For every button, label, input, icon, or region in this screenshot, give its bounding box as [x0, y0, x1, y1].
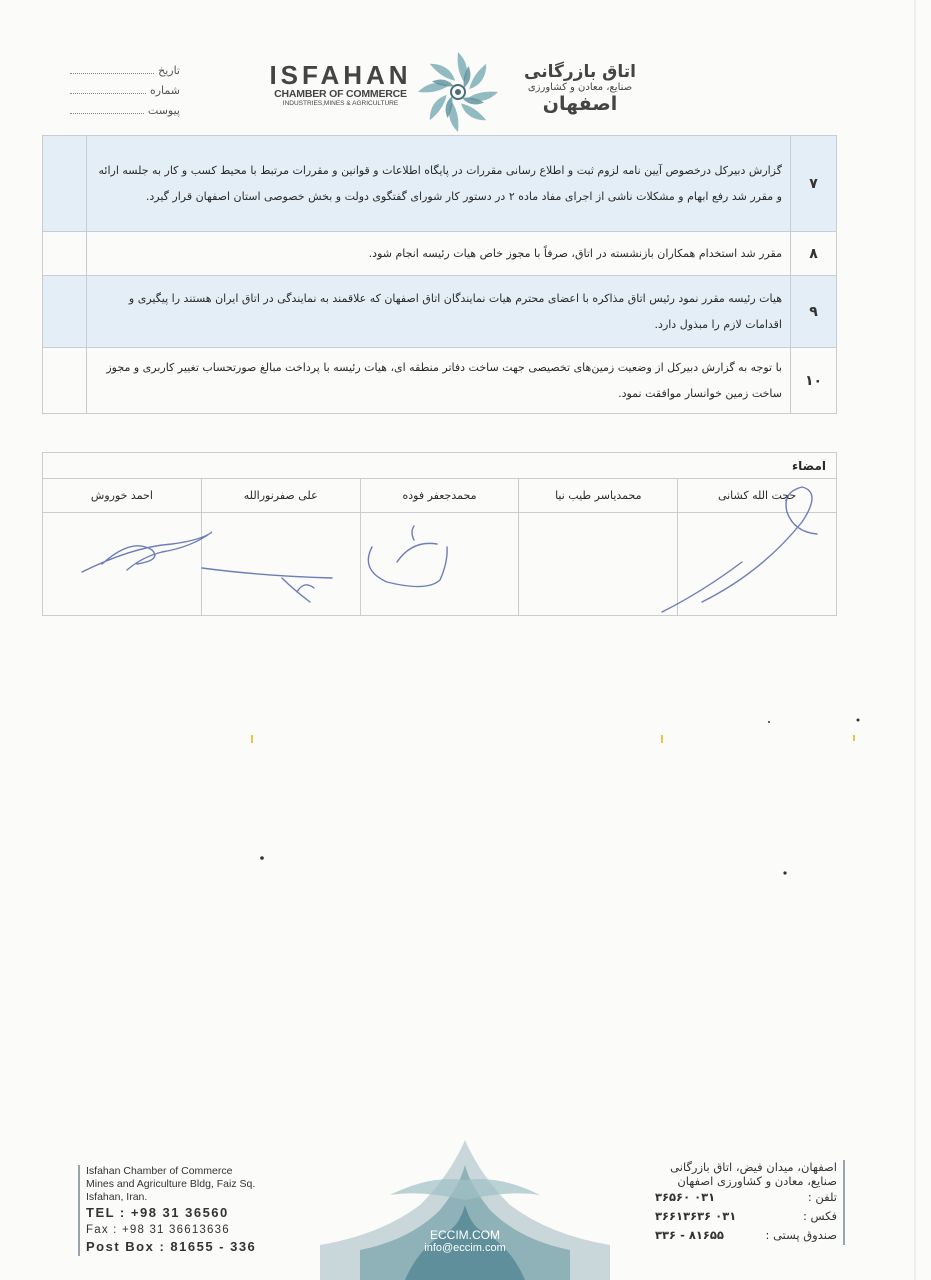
signature-box [360, 513, 519, 615]
footer-fa-fax-value: ۰۳۱ ۳۶۶۱۳۶۳۶ [655, 1209, 737, 1223]
date-dots [70, 66, 154, 74]
resolution-row [43, 348, 837, 414]
signatory-name: حجت الله کشانی [677, 479, 836, 512]
footer-fa-pobox-label: صندوق پستی : [765, 1228, 837, 1242]
chamber-emblem-icon [414, 48, 502, 136]
footer-en-tel: TEL : +98 31 36560 [86, 1205, 229, 1220]
signature-box [518, 513, 677, 615]
logo-fa-line3: اصفهان [542, 93, 618, 115]
footer-fa-pobox [655, 1226, 837, 1245]
signatory-name: محمدجعفر فوده [360, 479, 519, 512]
attachment-label: پیوست [147, 103, 180, 117]
date-label: تاریخ [158, 63, 180, 77]
footer-fa-pobox-value: ۸۱۶۵۵ - ۳۳۶ [655, 1228, 724, 1242]
footer-fa-line2: صنایع، معادن و کشاورزی اصفهان [677, 1174, 837, 1188]
footer-fa-tel-label: تلفن : [807, 1190, 837, 1204]
resolution-empty-cell [43, 136, 87, 232]
resolutions-table [42, 135, 837, 414]
logo-fa-line1: اتاق بازرگانی [524, 62, 636, 82]
resolution-row [43, 232, 837, 276]
signatory-name: محمدیاسر طیب نیا [518, 479, 677, 512]
date-field [70, 60, 180, 80]
letter-meta [70, 60, 180, 120]
footer-en-fax: Fax : +98 31 36613636 [86, 1224, 230, 1236]
footer-en-line3: Isfahan, Iran. [86, 1191, 148, 1203]
attachment-field [70, 100, 180, 120]
signature-box [677, 513, 836, 615]
resolution-text: گزارش دبیرکل درخصوص آیین نامه لزوم ثبت و اطلاع رسانی مقررات در پایگاه اطلاعات و قوانین و مقررات مرتبط با محیط کسب و کار به جلسه ارائه و مقرر شد رفع ابهام و مشکلات ناشی از اجرای مفاد ماده ۲ در دستور کار شورای گفتگوی دولت و بخش خصوصی استان اصفهان قرار گیرد. [87, 136, 791, 232]
logo-en-line2: CHAMBER OF COMMERCE [274, 88, 407, 100]
logo-persian [505, 62, 655, 115]
footer-fa-line1: اصفهان، میدان فیض، اتاق بازرگانی [670, 1160, 837, 1174]
footer-persian [655, 1160, 845, 1245]
number-field [70, 80, 180, 100]
resolution-text: با توجه به گزارش دبیرکل از وضعیت زمین‌های تخصیصی جهت ساخت دفاتر منطقه ای، هیات رئیسه با پرداخت مبالغ صورتحساب تغییر کاربری و مجوز ساخت زمین خوانسار موافقت نمود. [87, 348, 791, 414]
footer-fa-tel [655, 1188, 837, 1207]
footer-english [78, 1165, 263, 1256]
footer-fa-tel-value: ۰۳۱ ۳۶۵۶۰ [655, 1190, 716, 1204]
attachment-dots [70, 106, 144, 114]
resolution-row [43, 136, 837, 232]
footer-website[interactable]: ECCIM.COM [430, 1228, 500, 1242]
signatory-name: احمد خوروش [90, 489, 153, 502]
resolution-text: مقرر شد استخدام همکاران بازنشسته در اتاق، صرفاً با مجوز خاص هیات رئیسه انجام شود. [87, 232, 791, 276]
footer-email[interactable]: info@eccim.com [424, 1242, 506, 1254]
resolution-number: ۸ [791, 232, 837, 276]
signature-box [201, 513, 360, 615]
footer-fa-fax [655, 1207, 837, 1226]
number-label: شماره [149, 83, 180, 97]
signatory-name: علی صفرنورالله [201, 479, 360, 512]
footer-en-line1: Isfahan Chamber of Commerce [86, 1165, 233, 1177]
signature-title: امضاء [43, 453, 836, 479]
signature-boxes [43, 513, 836, 615]
logo-en-line3: INDUSTRIES,MINES & AGRICULTURE [282, 100, 399, 107]
footer-fa-fax-label: فکس : [802, 1209, 837, 1223]
footer-emblem-icon [320, 1135, 610, 1280]
resolution-empty-cell [43, 232, 87, 276]
resolution-row [43, 276, 837, 348]
logo-fa-line2: صنایع، معادن و کشاورزی [527, 82, 633, 93]
resolution-number: ۱۰ [791, 348, 837, 414]
signatory-names [43, 479, 836, 513]
footer-en-line2: Mines and Agriculture Bldg, Faiz Sq. [86, 1178, 256, 1190]
logo-english [268, 62, 413, 107]
signature-table [42, 452, 837, 616]
footer-en-pobox: Post Box : 81655 - 336 [86, 1239, 257, 1254]
footer-web [390, 1228, 540, 1254]
logo-en-name: ISFAHAN [269, 60, 412, 90]
resolution-text: هیات رئیسه مقرر نمود رئیس اتاق مذاکره با اعضای محترم هیات نمایندگان اتاق اصفهان که علاقمند به نمایندگی در اتاق ایران هستند را پیگیری و اقدامات لازم را مبذول دارد. [87, 276, 791, 348]
number-dots [70, 86, 146, 94]
resolution-number: ۹ [791, 276, 837, 348]
resolution-empty-cell [43, 348, 87, 414]
resolution-empty-cell [43, 276, 87, 348]
signature-box [43, 513, 201, 615]
resolution-number: ۷ [791, 136, 837, 232]
